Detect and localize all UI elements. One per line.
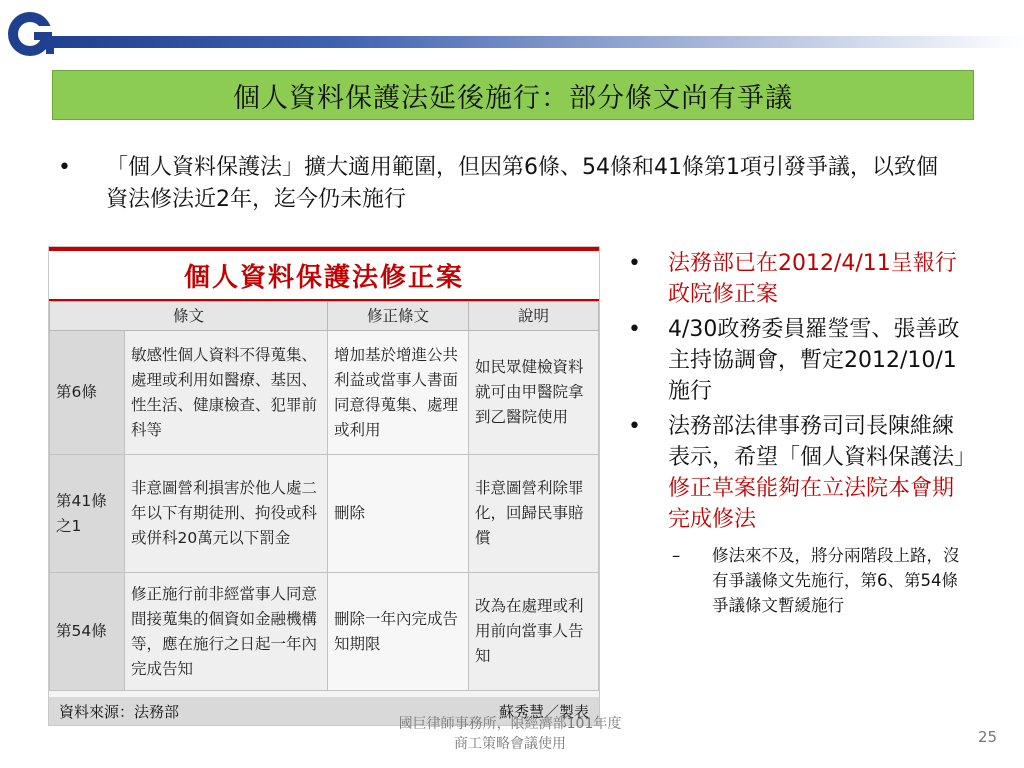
bullet-icon: • bbox=[58, 155, 71, 180]
table-row bbox=[50, 573, 599, 691]
bullet-text-red: 修正草案能夠在立法院本會期完成修法 bbox=[668, 476, 955, 532]
footer-line-2: 商工策略會議使用 bbox=[454, 736, 566, 752]
row-current: 敏感性個人資料不得蒐集、處理或利用如醫療、基因、性生活、健康檢查、犯罪前科等 bbox=[125, 331, 328, 455]
footer-line-1: 國巨律師事務所，限經濟部101年度 bbox=[398, 716, 622, 732]
row-article: 第6條 bbox=[50, 331, 125, 455]
bullet-text: 4/30政務委員羅瑩雪、張善政主持協調會，暫定2012/10/1 施行 bbox=[668, 317, 960, 404]
row-revision: 刪除 bbox=[328, 455, 469, 573]
bullet-item bbox=[628, 411, 977, 535]
table-row bbox=[50, 331, 599, 455]
table-row bbox=[50, 455, 599, 573]
amendment-table-image bbox=[48, 246, 600, 726]
sub-bullet-item bbox=[628, 543, 968, 618]
header-explanation: 說明 bbox=[469, 302, 599, 331]
sub-bullet-text: 修法來不及，將分兩階段上路，沒有爭議條文先施行，第6、第54條爭議條文暫緩施行 bbox=[712, 546, 960, 615]
header-article: 條文 bbox=[50, 302, 328, 331]
header-revision: 修正條文 bbox=[328, 302, 469, 331]
header-gradient-bar bbox=[40, 36, 1024, 48]
table-source: 資料來源：法務部 bbox=[59, 702, 180, 721]
right-bullets bbox=[628, 248, 977, 618]
table-title: 個人資料保護法修正案 bbox=[49, 247, 599, 301]
page-number: 25 bbox=[978, 728, 998, 746]
table-credit: 蘇秀慧／製表 bbox=[498, 702, 589, 721]
row-explanation: 非意圖營利除罪化，回歸民事賠償 bbox=[469, 455, 599, 573]
row-current: 修正施行前非經當事人同意間接蒐集的個資如金融機構等，應在施行之日起一年內完成告知 bbox=[125, 573, 328, 691]
bullet-item bbox=[628, 314, 968, 407]
bullet-icon: • bbox=[628, 251, 641, 276]
slide-title: 個人資料保護法延後施行：部分條文尚有爭議 bbox=[52, 70, 974, 120]
row-explanation: 如民眾健檢資料就可由甲醫院拿到乙醫院使用 bbox=[469, 331, 599, 455]
dash-icon: – bbox=[672, 546, 681, 565]
row-article: 第54條 bbox=[50, 573, 125, 691]
bullet-text-black: 法務部法律事務司司長陳維練表示，希望「個人資料保護法」 bbox=[668, 414, 977, 470]
amendment-table bbox=[49, 301, 599, 691]
row-revision: 刪除一年內完成告知期限 bbox=[328, 573, 469, 691]
bullet-item bbox=[628, 248, 968, 310]
bullet-text: 法務部已在2012/4/11呈報行政院修正案 bbox=[668, 251, 957, 307]
bullet-icon: • bbox=[628, 317, 641, 342]
row-article: 第41條之1 bbox=[50, 455, 125, 573]
bullet-icon: • bbox=[628, 414, 641, 439]
company-logo bbox=[4, 6, 60, 62]
row-explanation: 改為在處理或利用前向當事人告知 bbox=[469, 573, 599, 691]
row-current: 非意圖營利損害於他人處二年以下有期徒刑、拘役或科或併科20萬元以下罰金 bbox=[125, 455, 328, 573]
row-revision: 增加基於增進公共利益或當事人書面同意得蒐集、處理或利用 bbox=[328, 331, 469, 455]
main-bullet-text: 「個人資料保護法」擴大適用範圍，但因第6條、54條和41條第1項引發爭議，以致個資法修法近2年，迄今仍未施行 bbox=[106, 155, 938, 212]
bullet-text bbox=[668, 411, 977, 535]
slide-footer bbox=[360, 714, 660, 754]
